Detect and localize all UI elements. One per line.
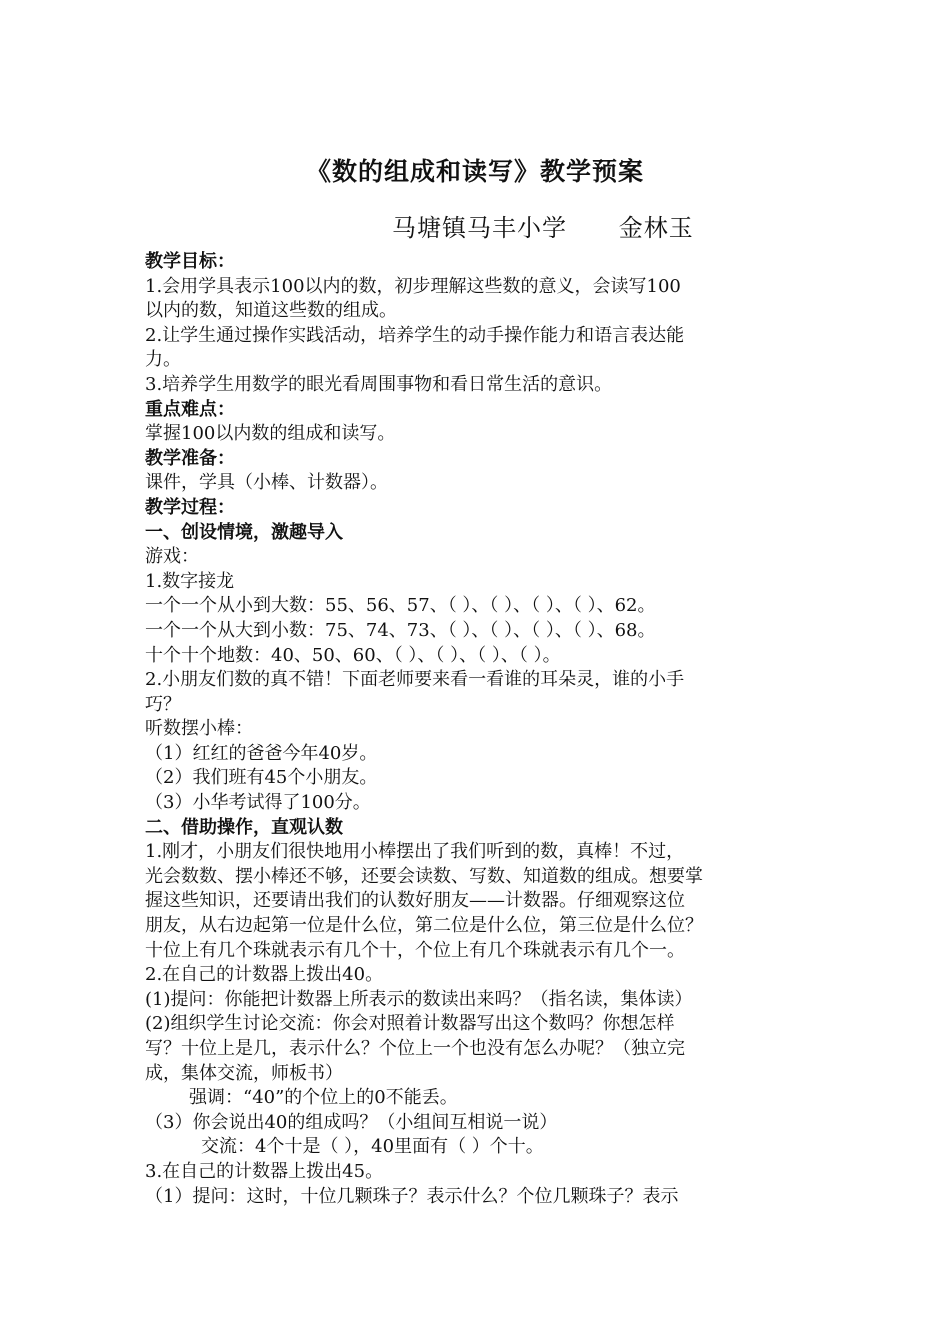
text-line: (1)提问：你能把计数器上所表示的数读出来吗？（指名读，集体读）: [145, 988, 693, 1010]
heading-key-points: 重点难点：: [145, 398, 235, 420]
text-line: （1）红红的爸爸今年40岁。: [145, 742, 378, 764]
author-line: 马塘镇马丰小学 金林玉: [392, 214, 694, 242]
text-line: 力。: [145, 349, 181, 371]
text-line: 掌握100以内数的组成和读写。: [145, 423, 396, 445]
text-line: 握这些知识，还要请出我们的认数好朋友——计数器。仔细观察这位: [145, 890, 685, 912]
text-line: 光会数数、摆小棒还不够，还要会读数、写数、知道数的组成。想要掌: [145, 865, 703, 887]
heading-teaching-goals: 教学目标：: [145, 251, 235, 272]
text-line: 听数摆小棒：: [145, 718, 253, 740]
text-line: 朋友，从右边起第一位是什么位，第二位是什么位，第三位是什么位？: [145, 915, 703, 937]
text-line: 写？十位上是几，表示什么？个位上一个也没有怎么办呢？（独立完: [145, 1038, 685, 1059]
text-line: 1.刚才，小朋友们很快地用小棒摆出了我们听到的数，真棒！不过，: [145, 841, 685, 863]
text-line: 十个十个地数：40、50、60、（ ）、（ ）、（ ）、（ ）。: [145, 644, 561, 666]
text-line: 十位上有几个珠就表示有几个十，个位上有几个珠就表示有几个一。: [145, 939, 685, 961]
text-line: 巧？: [145, 693, 181, 715]
text-line: （1）提问：这时，十位几颗珠子？表示什么？个位几颗珠子？表示: [145, 1185, 679, 1207]
text-line: 以内的数，知道这些数的组成。: [145, 300, 397, 322]
text-line: 交流：4个十是（ ），40里面有（ ）个十。: [201, 1136, 544, 1158]
text-line: 成，集体交流，师板书）: [145, 1062, 343, 1084]
text-line: 游戏：: [145, 546, 199, 568]
document-title: 《数的组成和读写》教学预案: [305, 157, 644, 186]
text-line: （3）小华考试得了100分。: [145, 792, 371, 814]
text-line: 一个一个从大到小数：75、74、73、（ ）、（ ）、（ ）、（ ）、68。: [145, 619, 656, 641]
section-heading-1: 一、创设情境，激趣导入: [145, 521, 343, 543]
document-body: [145, 250, 817, 1209]
text-line: (2)组织学生讨论交流：你会对照着计数器写出这个数吗？你想怎样: [145, 1013, 675, 1035]
text-line: 2.在自己的计数器上拨出40。: [145, 964, 384, 986]
text-line: 3.培养学生用数学的眼光看周围事物和看日常生活的意识。: [145, 373, 613, 395]
text-line: 1.会用学具表示100以内的数，初步理解这些数的意义，会读写100: [145, 275, 681, 297]
text-line: 2.让学生通过操作实践活动，培养学生的动手操作能力和语言表达能: [145, 324, 685, 346]
text-line: 强调：“40”的个位上的0不能丢。: [189, 1087, 458, 1109]
text-line: 2.小朋友们数的真不错！下面老师要来看一看谁的耳朵灵，谁的小手: [145, 669, 685, 691]
text-line: 1.数字接龙: [145, 570, 235, 592]
heading-process: 教学过程：: [145, 496, 235, 518]
text-line: 一个一个从小到大数：55、56、57、（ ）、（ ）、（ ）、（ ）、62。: [145, 595, 656, 617]
text-line: （2）我们班有45个小朋友。: [145, 767, 378, 789]
text-line: 3.在自己的计数器上拨出45。: [145, 1160, 384, 1182]
heading-preparation: 教学准备：: [145, 447, 235, 469]
section-heading-2: 二、借助操作，直观认数: [145, 816, 343, 838]
text-line: 课件，学具（小棒、计数器）。: [145, 472, 388, 494]
text-line: （3）你会说出40的组成吗？（小组间互相说一说）: [145, 1111, 558, 1133]
